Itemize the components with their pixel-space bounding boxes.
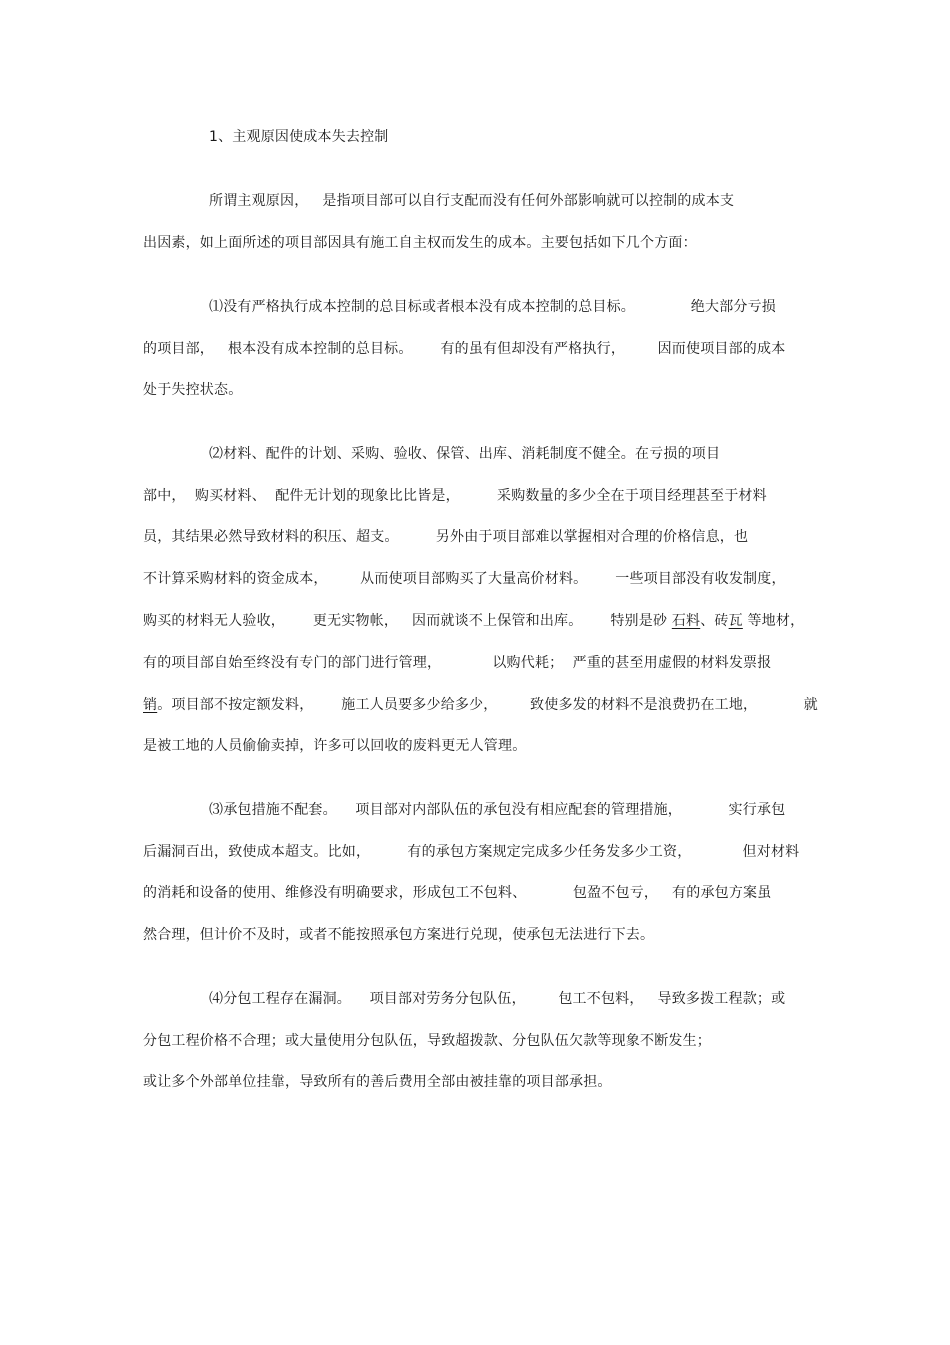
item3-line-4: 然合理，但计价不及时，或者不能按照承包方案进行兑现，使承包无法进行下去。 xyxy=(143,927,655,943)
item2-line-7 xyxy=(143,695,818,715)
intro-line-1: 所谓主观原因， 是指项目部可以自行支配而没有任何外部影响就可以控制的成本支 xyxy=(209,193,735,209)
intro-line-2: 出因素，如上面所述的项目部因具有施工自主权而发生的成本。主要包括如下几个方面： xyxy=(143,235,697,251)
item3-line-2: 后漏洞百出，致使成本超支。比如， 有的承包方案规定完成多少任务发多少工资， 但对材料 xyxy=(143,844,800,860)
item4-line-2: 分包工程价格不合理；或大量使用分包队伍，导致超拨款、分包队伍欠款等现象不断发生； xyxy=(143,1033,711,1049)
item3-line-3: 的消耗和设备的使用、维修没有明确要求，形成包工不包料、 包盈不包亏， 有的承包方案虽 xyxy=(143,885,772,901)
item2-line-5 xyxy=(143,611,804,631)
item4-line-3: 或让多个外部单位挂靠，导致所有的善后费用全部由被挂靠的项目部承担。 xyxy=(143,1074,612,1090)
item2-line-3: 员，其结果必然导致材料的积压、超支。 另外由于项目部难以掌握相对合理的价格信息，也 xyxy=(143,529,749,545)
item2-line-5-part-a: 购买的材料无人验收， 更无实物帐， 因而就谈不上保管和出库。 特别是砂 xyxy=(143,613,672,629)
item2-line-6: 有的项目部自始至终没有专门的部门进行管理， 以购代耗； 严重的甚至用虚假的材料发票报 xyxy=(143,655,772,671)
item3-line-1: ⑶承包措施不配套。 项目部对内部队伍的承包没有相应配套的管理措施， 实行承包 xyxy=(209,802,786,818)
item4-line-1: ⑷分包工程存在漏洞。 项目部对劳务分包队伍， 包工不包料， 导致多拨工程款；或 xyxy=(209,991,786,1007)
underlined-term-tile: 瓦 xyxy=(728,613,743,629)
section-heading: 1、主观原因使成本失去控制 xyxy=(209,129,389,145)
underlined-term-reimburse: 销 xyxy=(143,697,158,713)
item2-line-8: 是被工地的人员偷偷卖掉，许多可以回收的废料更无人管理。 xyxy=(143,738,527,754)
item1-line-3: 处于失控状态。 xyxy=(143,382,243,398)
underlined-term-stone: 石料 xyxy=(671,613,701,629)
item2-line-5-part-b: 、砖 xyxy=(700,613,729,629)
item1-line-2: 的项目部， 根本没有成本控制的总目标。 有的虽有但却没有严格执行， 因而使项目部的成本 xyxy=(143,341,786,357)
item2-line-4: 不计算采购材料的资金成本， 从而使项目部购买了大量高价材料。 一些项目部没有收发制度， xyxy=(143,571,786,587)
item2-line-2: 部中， 购买材料、 配件无计划的现象比比皆是， 采购数量的多少全在于项目经理甚至于材料 xyxy=(143,488,767,504)
item2-line-7-part-b: 。项目部不按定额发料， 施工人员要多少给多少， 致使多发的材料不是浪费扔在工地， 就 xyxy=(157,697,818,713)
item1-line-1: ⑴没有严格执行成本控制的总目标或者根本没有成本控制的总目标。 绝大部分亏损 xyxy=(209,299,776,315)
item2-line-5-part-c: 等地材， xyxy=(742,613,805,629)
item2-line-1: ⑵材料、配件的计划、采购、验收、保管、出库、消耗制度不健全。在亏损的项目 xyxy=(209,446,721,462)
